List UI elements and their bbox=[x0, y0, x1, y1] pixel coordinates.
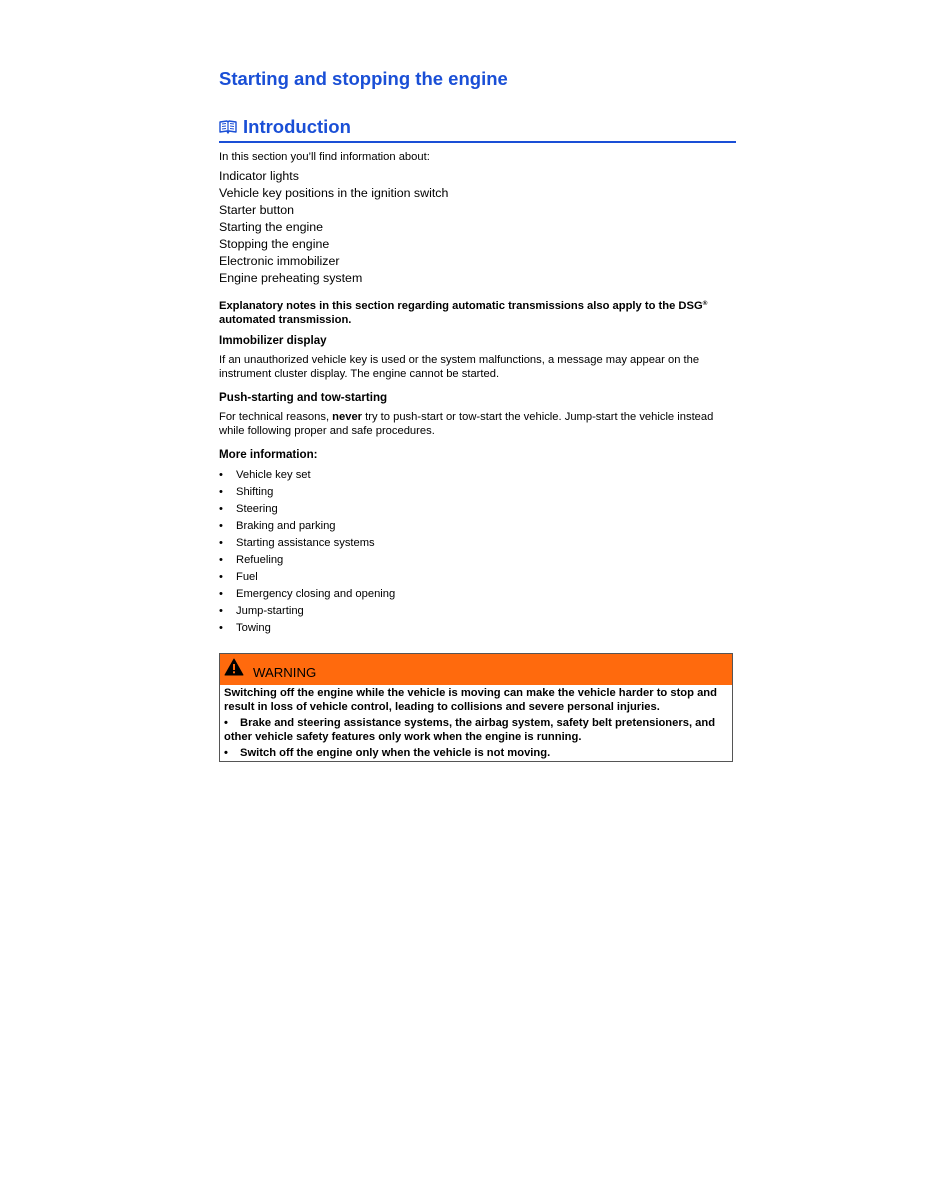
book-icon bbox=[219, 120, 237, 134]
bullet: • bbox=[224, 747, 228, 759]
list-item bbox=[219, 603, 395, 620]
warning-intro: Switching off the engine while the vehicle is moving can make the vehicle harder to stop and result in loss of vehicle control, leading to collisions and severe personal injuries. bbox=[224, 687, 717, 713]
warning-label: WARNING bbox=[253, 665, 317, 680]
list-item-label: Refueling bbox=[236, 554, 284, 566]
topic-item: Stopping the engine bbox=[219, 237, 330, 251]
chapter-title: Starting and stopping the engine bbox=[219, 68, 508, 89]
list-item bbox=[219, 501, 395, 518]
warning-item bbox=[224, 747, 728, 761]
topic-item: Engine preheating system bbox=[219, 271, 363, 285]
list-item-label: Fuel bbox=[236, 571, 258, 583]
list-item-label: Jump-starting bbox=[236, 605, 304, 617]
topic-item: Indicator lights bbox=[219, 169, 299, 183]
registered-mark: ® bbox=[702, 300, 708, 307]
bullet: • bbox=[219, 571, 223, 583]
bullet: • bbox=[219, 588, 223, 600]
immobilizer-text: If an unauthorized vehicle key is used or the system malfunctions, a message may appear on the instrument cluster display. The engine cannot be started. bbox=[219, 354, 700, 380]
bullet: • bbox=[219, 486, 223, 498]
warning-item-text: Switch off the engine only when the vehicle is not moving. bbox=[240, 747, 551, 759]
list-item-label: Towing bbox=[236, 622, 271, 634]
note-text: Explanatory notes in this section regarding automatic transmissions also apply to the DSG bbox=[219, 300, 703, 312]
list-item bbox=[219, 535, 395, 552]
bullet: • bbox=[219, 503, 223, 515]
topic-item: Starter button bbox=[219, 203, 295, 217]
list-item bbox=[219, 484, 395, 501]
push-text-start: For technical reasons, bbox=[219, 411, 333, 423]
list-item-label: Starting assistance systems bbox=[236, 537, 375, 549]
topic-item: Starting the engine bbox=[219, 220, 324, 234]
list-item bbox=[219, 518, 395, 535]
list-item bbox=[219, 569, 395, 586]
list-item bbox=[219, 620, 395, 637]
transmission-note bbox=[219, 297, 736, 327]
list-item bbox=[219, 586, 395, 603]
more-info-heading: More information: bbox=[219, 448, 318, 461]
topic-item: Electronic immobilizer bbox=[219, 254, 340, 268]
list-item bbox=[219, 467, 395, 484]
list-item bbox=[219, 552, 395, 569]
warning-item-text: Brake and steering assistance systems, the airbag system, safety belt pretensioners, and other vehicle safety features only work when the engine is running. bbox=[224, 717, 716, 743]
bullet: • bbox=[219, 469, 223, 481]
intro-line: In this section you’ll find information about: bbox=[219, 151, 430, 163]
bullet: • bbox=[219, 537, 223, 549]
bullet: • bbox=[219, 520, 223, 532]
warning-triangle-icon bbox=[224, 658, 244, 676]
bullet: • bbox=[219, 622, 223, 634]
list-item-label: Braking and parking bbox=[236, 520, 336, 532]
section-header bbox=[219, 115, 736, 143]
more-info-list bbox=[219, 467, 395, 637]
list-item-label: Shifting bbox=[236, 486, 274, 498]
push-text-end: try to push-start or tow-start the vehicle. Jump-start the vehicle instead while following proper and safe procedures. bbox=[219, 411, 714, 437]
warning-box bbox=[219, 653, 733, 762]
list-item-label: Emergency closing and opening bbox=[236, 588, 396, 600]
topic-list bbox=[219, 168, 448, 287]
bullet: • bbox=[219, 605, 223, 617]
note-text-end: automated transmission. bbox=[219, 313, 352, 326]
warning-header bbox=[220, 654, 732, 685]
bullet: • bbox=[224, 717, 228, 729]
push-text-emphasis: never bbox=[332, 411, 363, 423]
list-item-label: Steering bbox=[236, 503, 278, 515]
warning-item bbox=[224, 717, 728, 744]
push-starting-text bbox=[219, 411, 736, 438]
bullet: • bbox=[219, 554, 223, 566]
immobilizer-heading: Immobilizer display bbox=[219, 334, 327, 347]
list-item-label: Vehicle key set bbox=[236, 469, 311, 481]
topic-item: Vehicle key positions in the ignition switch bbox=[219, 186, 449, 200]
push-starting-heading: Push-starting and tow-starting bbox=[219, 391, 388, 404]
section-title: Introduction bbox=[243, 116, 351, 137]
